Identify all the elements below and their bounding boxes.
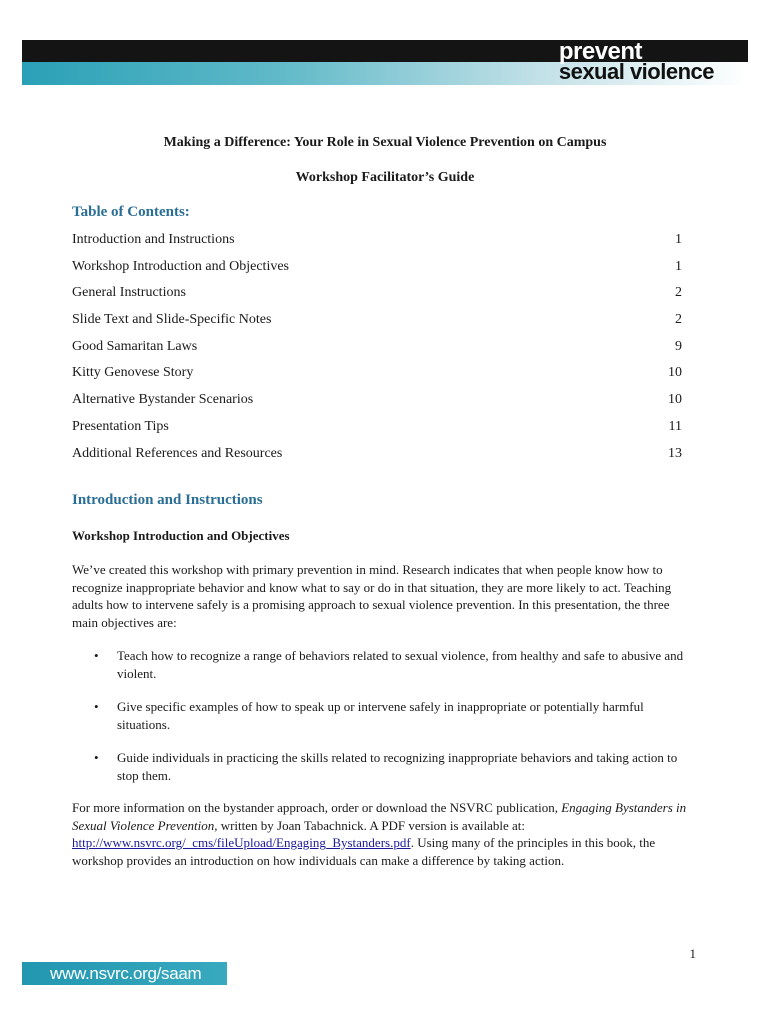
toc-entry-page: 13 [668,445,682,461]
toc-entry[interactable] [72,310,682,337]
toc-entry-label: Slide Text and Slide-Specific Notes [72,312,272,328]
objective-item [72,749,698,784]
objective-text: Teach how to recognize a range of behaviors related to sexual violence, from healthy and safe to abusive and violent. [117,648,684,681]
toc-entry-page: 2 [675,312,682,328]
toc-entry-label: Additional References and Resources [72,445,283,461]
toc-entry-page: 10 [668,392,682,408]
bullet-icon: • [94,699,99,714]
toc-entry[interactable] [72,390,682,417]
intro-paragraph: We’ve created this workshop with primary prevention in mind. Research indicates that when people know how to recognize inappropriate behavior and know what to say or do in that situation, they are more likely to act. Teaching adults how to intervene safely is a promising approach to sexual violence prevention. In this presentation, the three main objectives are: [72,562,672,630]
logo-line-1: prevent [558,38,643,65]
objective-item [72,698,698,733]
document-subtitle: Workshop Facilitator’s Guide [295,170,475,185]
toc-entry-page: 1 [675,258,682,274]
objectives-list [72,647,698,800]
toc-entry-page: 10 [668,365,682,381]
toc-entry[interactable] [72,283,682,310]
toc-entry-label: Kitty Genovese Story [72,365,194,381]
toc-entry[interactable] [72,417,682,444]
closing-text-end: . Using many of the principles in this book, the workshop provides an introduction on how individuals can make a difference by taking action. [72,835,656,868]
publication-title: Engaging Bystanders in Sexual Violence Prevention [72,800,687,833]
document-title: Making a Difference: Your Role in Sexual Violence Prevention on Campus [163,135,607,150]
section-subheading: Workshop Introduction and Objectives [72,528,290,543]
header-banner [22,40,748,85]
closing-text-start: For more information on the bystander approach, order or download the NSVRC publication, [72,800,562,815]
toc-entry-page: 11 [668,418,682,434]
toc-entry-label: Presentation Tips [72,418,169,434]
pdf-link[interactable]: http://www.nsvrc.org/_cms/fileUpload/Engaging_Bystanders.pdf [72,835,411,850]
toc-entry-page: 1 [675,232,682,247]
prevent-sexual-violence-logo [558,38,714,84]
toc-entry[interactable] [72,444,682,471]
closing-paragraph [72,799,698,869]
toc-heading: Table of Contents: [72,204,190,220]
bullet-icon: • [94,648,99,663]
toc-entry[interactable] [72,257,682,284]
page-number: 1 [689,946,696,961]
toc-entry-label: Alternative Bystander Scenarios [72,392,254,408]
toc-entry-label: Good Samaritan Laws [72,338,198,354]
toc-entry-page: 9 [675,338,682,354]
footer-url-bar: www.nsvrc.org/saam [22,962,227,985]
objective-text: Guide individuals in practicing the skills related to recognizing inappropriate behaviors and taking action to stop them. [117,750,678,783]
toc-entry[interactable] [72,363,682,390]
toc-entry[interactable] [72,337,682,364]
logo-line-2: sexual violence [558,59,714,84]
bullet-icon: • [94,750,99,765]
section-heading: Introduction and Instructions [72,492,263,508]
toc-entry-label: Workshop Introduction and Objectives [72,258,289,274]
objective-item [72,647,698,682]
table-of-contents [72,230,682,470]
objective-text: Give specific examples of how to speak up or intervene safely in inappropriate or potentially harmful situations. [117,699,644,732]
closing-text-mid: , written by Joan Tabachnick. A PDF version is available at: [214,817,526,833]
toc-entry-page: 2 [675,285,682,301]
toc-entry[interactable] [72,230,682,257]
toc-entry-label: General Instructions [72,285,186,301]
toc-entry-label: Introduction and Instructions [72,232,235,247]
